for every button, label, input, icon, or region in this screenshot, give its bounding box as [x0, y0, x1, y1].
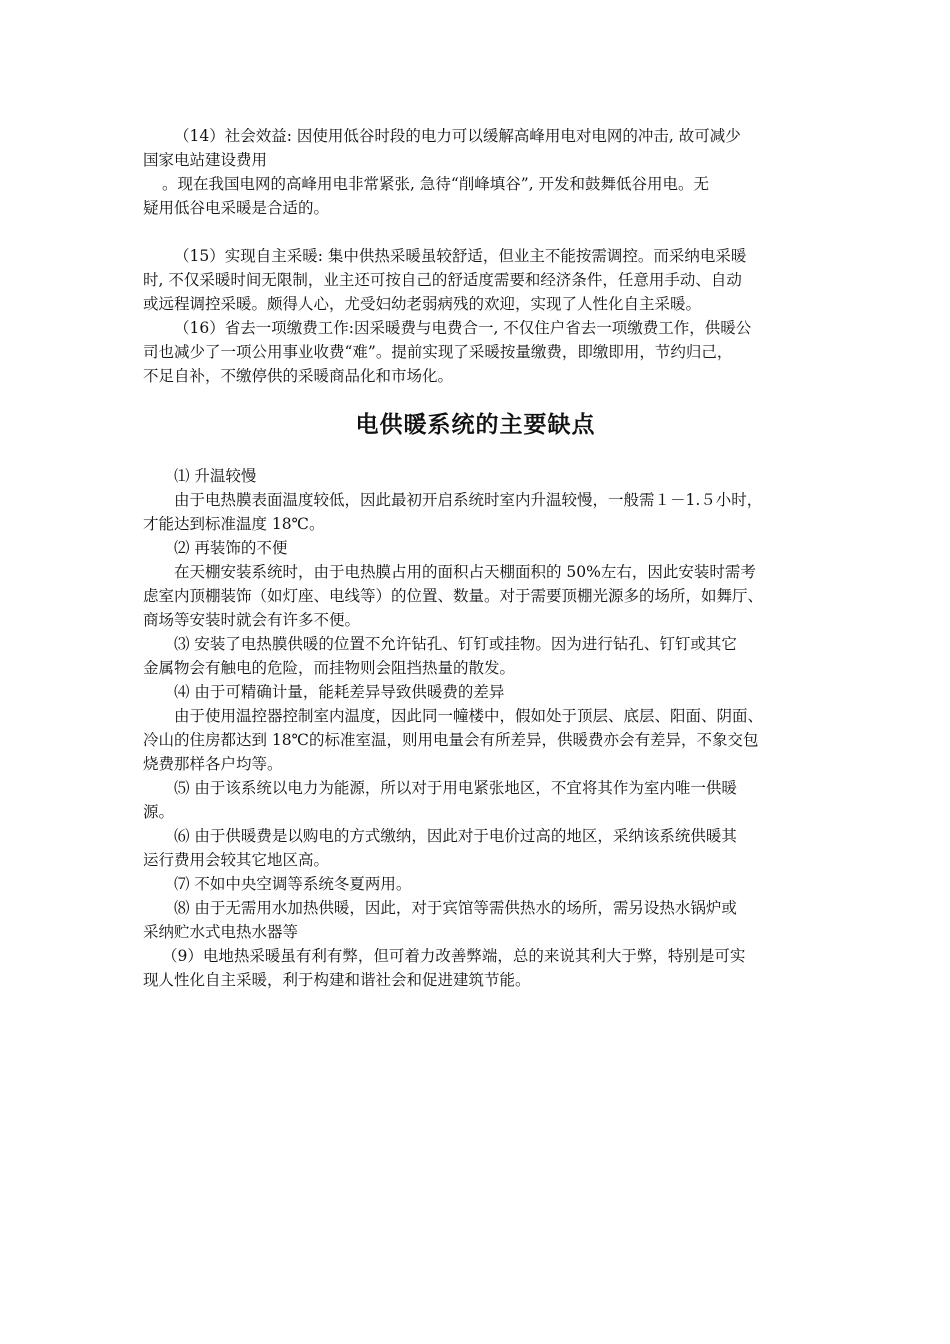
paragraph-14-line-3: 。现在我国电网的高峰用电非常紧张, 急待“削峰填谷”, 开发和鼓舞低谷用电。无	[162, 175, 710, 193]
paragraph-15-line-2: 时, 不仅采暖时间无限制，业主还可按自己的舒适度需要和经济条件，任意用手动、自动	[143, 271, 742, 289]
paragraph-16-line-3: 不足自补，不缴停供的采暖商品化和市场化。	[143, 367, 454, 385]
disadvantage-5-line-1: ⑸ 由于该系统以电力为能源，所以对于用电紧张地区，不宜将其作为室内唯一供暖	[174, 779, 737, 797]
paragraph-15-line-1: （15）实现自主采暖: 集中供热采暖虽较舒适，但业主不能按需调控。而采纳电采暖	[174, 247, 747, 265]
paragraph-16-line-2: 司也减少了一项公用事业收费“难”。提前实现了采暖按量缴费，即缴即用，节约归己，	[143, 343, 733, 361]
paragraph-14-line-1: （14）社会效益: 因使用低谷时段的电力可以缓解高峰用电对电网的冲击, 故可减少	[174, 127, 741, 145]
paragraph-14-line-2: 国家电站建设费用	[143, 151, 268, 169]
disadvantage-1-line-2: 才能达到标准温度 18℃。	[143, 515, 325, 533]
disadvantage-2-line-1: 在天棚安装系统时，由于电热膜占用的面积占天棚面积的 50%左右，因此安装时需考	[174, 563, 756, 581]
disadvantage-2-title: ⑵ 再装饰的不便	[174, 539, 288, 557]
disadvantage-2-line-2: 虑室内顶棚装饰（如灯座、电线等）的位置、数量。对于需要顶棚光源多的场所，如舞厅、	[143, 587, 764, 605]
paragraph-14-line-4: 疑用低谷电采暖是合适的。	[143, 199, 330, 217]
disadvantage-6-line-1: ⑹ 由于供暖费是以购电的方式缴纳，因此对于电价过高的地区，采纳该系统供暖其	[174, 827, 737, 845]
disadvantage-8-line-1: ⑻ 由于无需用水加热供暖，因此，对于宾馆等需供热水的场所，需另设热水锅炉或	[174, 899, 737, 917]
disadvantage-8-line-2: 采纳贮水式电热水器等	[143, 923, 299, 941]
disadvantage-3-line-2: 金属物会有触电的危险，而挂物则会阻挡热量的散发。	[143, 659, 516, 677]
disadvantage-9-line-1: （9）电地热采暖虽有利有弊，但可着力改善弊端，总的来说其利大于弊，特别是可实	[162, 947, 746, 965]
spacer	[143, 220, 808, 244]
disadvantage-1-line-1: 由于电热膜表面温度较低，因此最初开启系统时室内升温较慢，一般需１－1.５小时，	[174, 491, 763, 509]
disadvantage-1-title: ⑴ 升温较慢	[174, 467, 257, 485]
paragraph-15-line-3: 或远程调控采暖。颇得人心，尤受妇幼老弱病残的欢迎，实现了人性化自主采暖。	[143, 295, 702, 313]
disadvantage-4-line-1: 由于使用温控器控制室内温度，因此同一幢楼中，假如处于顶层、底层、阳面、阴面、	[174, 707, 764, 725]
section-heading: 电供暖系统的主要缺点	[355, 412, 596, 438]
paragraph-16-line-1: （16）省去一项缴费工作:因采暖费与电费合一, 不仅住户省去一项缴费工作，供暖公	[174, 319, 752, 337]
disadvantage-4-line-2: 冷山的住房都达到 18℃的标准室温，则用电量会有所差异，供暖费亦会有差异，不象交包	[143, 731, 759, 749]
disadvantage-3-line-1: ⑶ 安装了电热膜供暖的位置不允许钻孔、钉钉或挂物。因为进行钻孔、钉钉或其它	[174, 635, 737, 653]
disadvantage-4-title: ⑷ 由于可精确计量，能耗差异导致供暖费的差异	[174, 683, 505, 701]
disadvantage-4-line-3: 烧费那样各户均等。	[143, 755, 283, 773]
disadvantage-5-line-2: 源。	[143, 803, 175, 821]
disadvantage-9-line-2: 现人性化自主采暖，利于构建和谐社会和促进建筑节能。	[143, 971, 531, 989]
disadvantage-6-line-2: 运行费用会较其它地区高。	[143, 851, 330, 869]
disadvantage-2-line-3: 商场等安装时就会有许多不便。	[143, 611, 361, 629]
disadvantage-7-line-1: ⑺ 不如中央空调等系统冬夏两用。	[174, 875, 412, 893]
document-body	[143, 124, 808, 992]
